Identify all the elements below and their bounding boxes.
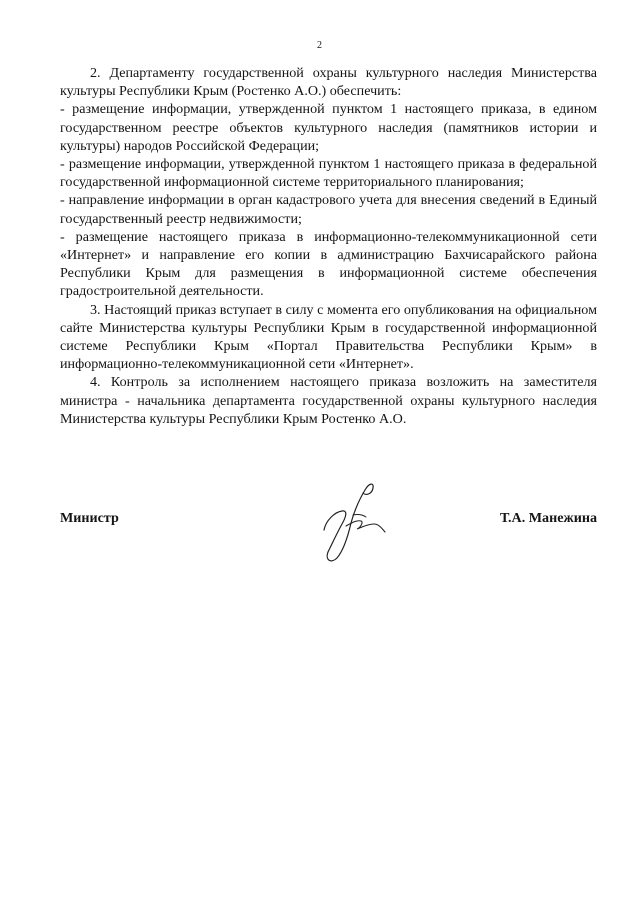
signatory-name: Т.А. Манежина [500, 510, 597, 526]
page-number: 2 [317, 40, 322, 51]
list-item-cadastral: - направление информации в орган кадастрового учета для внесения сведений в Единый государственный реестр недвижимости; [60, 192, 597, 227]
paragraph-2: 2. Департаменту государственной охраны культурного наследия Министерства культуры Республики Крым (Ростенко А.О.) обеспечить: [60, 65, 597, 100]
paragraph-3: 3. Настоящий приказ вступает в силу с момента его опубликования на официальном сайте Министерства культуры Республики Крым в государственной информационной системе Республики Крым «Портал Правительства Республики Крым» в информационно-телекоммуникационной сети «Интернет». [60, 301, 597, 373]
handwritten-signature [308, 470, 388, 570]
list-item-internet: - размещение настоящего приказа в информационно-телекоммуникационной сети «Интернет» и направление его копии в администрацию Бахчисарайского района Республики Крым для размещения в информационной системе обеспечения градостроительной деятельности. [60, 228, 597, 300]
list-item-registry: - размещение информации, утвержденной пунктом 1 настоящего приказа, в едином государственном реестре объектов культурного наследия (памятников истории и культуры) народов Российской Федерации; [60, 101, 597, 154]
list-item-federal-system: - размещение информации, утвержденной пунктом 1 настоящего приказа в федеральной государственной информационной системе территориального планирования; [60, 156, 597, 191]
paragraph-4: 4. Контроль за исполнением настоящего приказа возложить на заместителя министра - начальника департамента государственной охраны культурного наследия Министерства культуры Республики Крым Ростенко А.О. [60, 374, 597, 427]
signatory-role: Министр [60, 510, 119, 526]
document-body [60, 64, 597, 428]
